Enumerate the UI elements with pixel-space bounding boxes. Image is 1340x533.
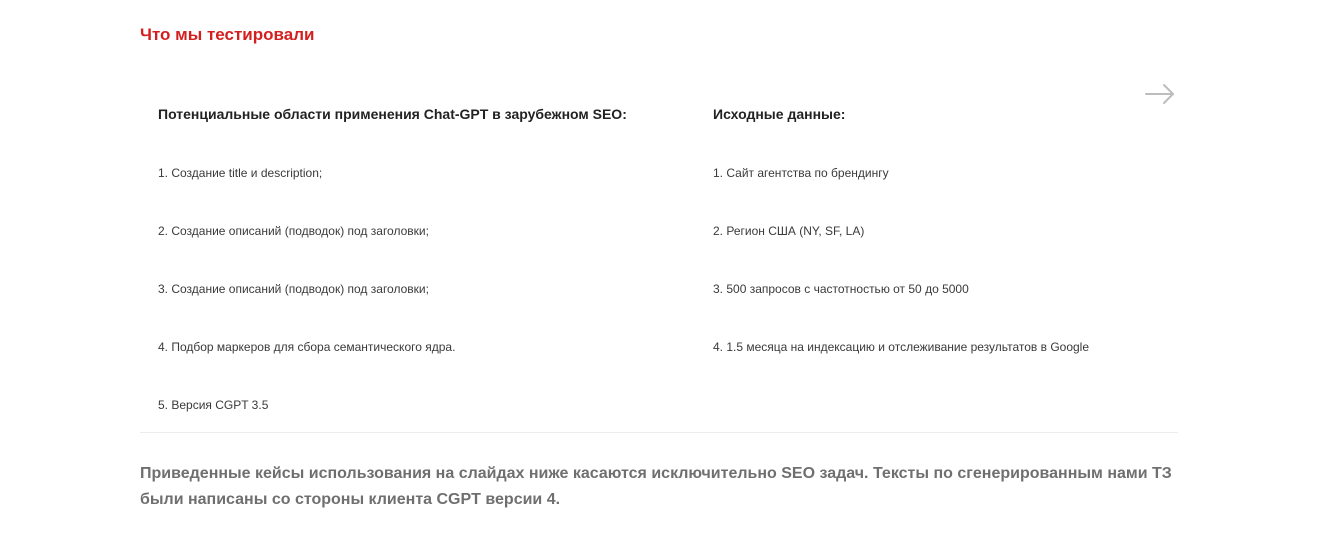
list-item: 5. Версия CGPT 3.5 bbox=[158, 398, 269, 412]
list-item: 1. Сайт агентства по брендингу bbox=[713, 166, 889, 180]
list-item: 3. 500 запросов с частотностью от 50 до 5000 bbox=[713, 282, 969, 296]
applications-list bbox=[158, 163, 627, 453]
note-paragraph bbox=[140, 461, 1200, 513]
list-item: 2. Создание описаний (подводок) под заголовки; bbox=[158, 224, 429, 238]
list-item: 4. Подбор маркеров для сбора семантического ядра. bbox=[158, 340, 456, 354]
list-item: 1. Создание title и description; bbox=[158, 166, 323, 180]
applications-heading: Потенциальные области применения Chat-GPT в зарубежном SEO: bbox=[158, 106, 627, 122]
list-item: 3. Создание описаний (подводок) под заголовки; bbox=[158, 282, 429, 296]
source-data-column bbox=[713, 104, 1089, 395]
divider bbox=[140, 432, 1178, 433]
applications-column bbox=[158, 104, 627, 453]
list-item: 2. Регион США (NY, SF, LA) bbox=[713, 224, 865, 238]
note-line-2: были написаны со стороны клиента CGPT версии 4. bbox=[140, 491, 561, 508]
section-title: Что мы тестировали bbox=[140, 25, 315, 44]
source-data-list bbox=[713, 163, 1089, 395]
source-data-heading: Исходные данные: bbox=[713, 106, 846, 122]
note-line-1: Приведенные кейсы использования на слайдах ниже касаются исключительно SEO задач. Тексты по сгенерированным нами ТЗ bbox=[140, 465, 1172, 482]
list-item: 4. 1.5 месяца на индексацию и отслеживание результатов в Google bbox=[713, 340, 1090, 354]
arrow-right-icon[interactable] bbox=[1143, 80, 1177, 108]
